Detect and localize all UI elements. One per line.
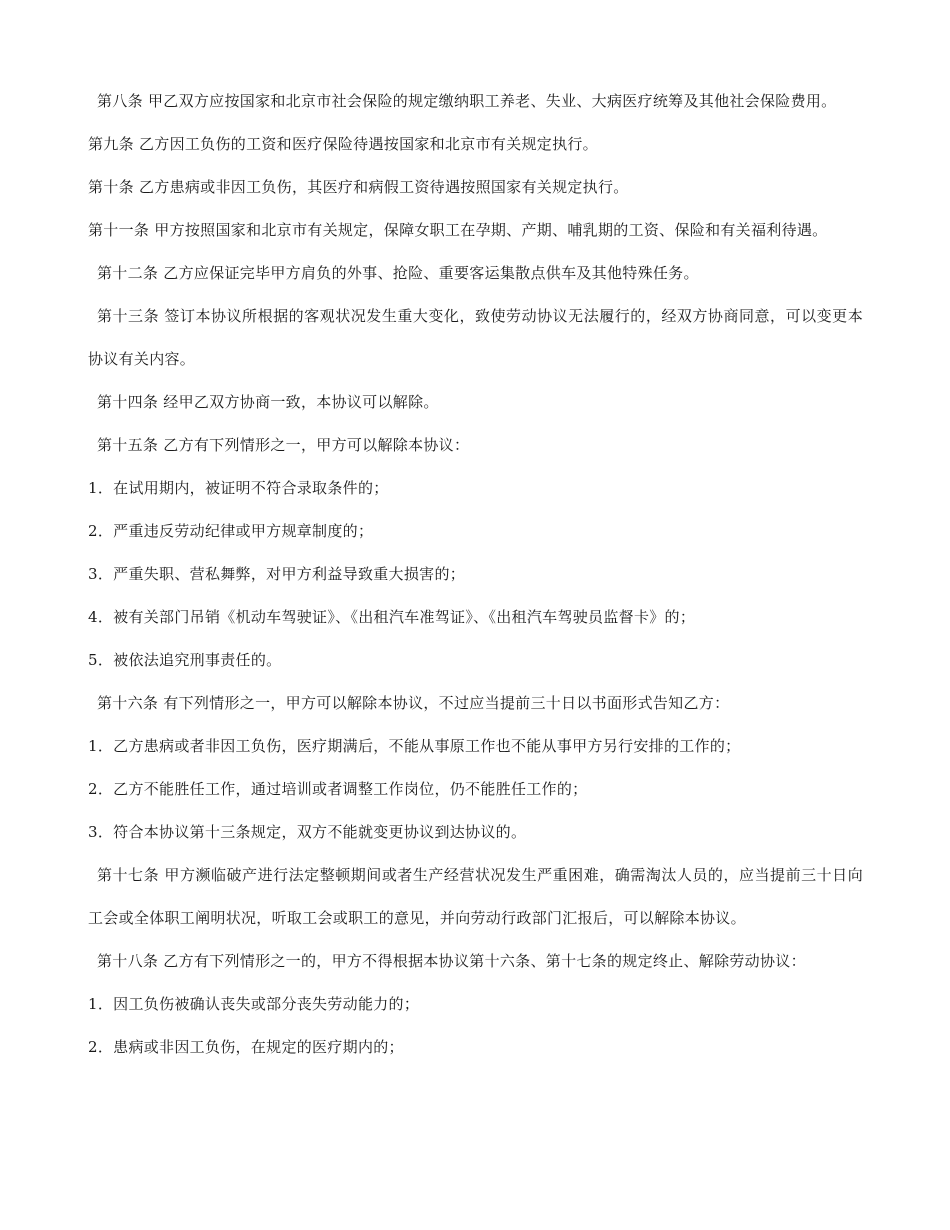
article-13: 第十三条 签订本协议所根据的客观状况发生重大变化，致使劳动协议无法履行的，经双方协商同意，可以变更本协议有关内容。 bbox=[88, 307, 863, 368]
article-16-item-1: 1．乙方患病或者非因工负伤，医疗期满后，不能从事原工作也不能从事甲方另行安排的工作的； bbox=[88, 737, 741, 755]
article-16-item-2: 2．乙方不能胜任工作，通过培训或者调整工作岗位，仍不能胜任工作的； bbox=[88, 780, 588, 798]
article-15-item-5: 5．被依法追究刑事责任的。 bbox=[88, 651, 282, 669]
article-9: 第九条 乙方因工负伤的工资和医疗保险待遇按国家和北京市有关规定执行。 bbox=[88, 135, 598, 153]
article-14: 第十四条 经甲乙双方协商一致，本协议可以解除。 bbox=[97, 393, 439, 411]
document-body bbox=[88, 80, 863, 1069]
article-18: 第十八条 乙方有下列情形之一的，甲方不得根据本协议第十六条、第十七条的规定终止、解除劳动协议： bbox=[97, 952, 806, 970]
article-15-item-2: 2．严重违反劳动纪律或甲方规章制度的； bbox=[88, 522, 374, 540]
article-11: 第十一条 甲方按照国家和北京市有关规定，保障女职工在孕期、产期、哺乳期的工资、保险和有关福利待遇。 bbox=[88, 221, 828, 239]
article-15-item-4: 4．被有关部门吊销《机动车驾驶证》、《出租汽车准驾证》、《出租汽车驾驶员监督卡》的； bbox=[88, 608, 696, 626]
article-18-item-1: 1．因工负伤被确认丧失或部分丧失劳动能力的； bbox=[88, 995, 420, 1013]
article-16-item-3: 3．符合本协议第十三条规定，双方不能就变更协议到达协议的。 bbox=[88, 823, 527, 841]
article-18-item-2: 2．患病或非因工负伤，在规定的医疗期内的； bbox=[88, 1038, 404, 1056]
article-15: 第十五条 乙方有下列情形之一，甲方可以解除本协议： bbox=[97, 436, 470, 454]
article-17: 第十七条 甲方濒临破产进行法定整顿期间或者生产经营状况发生严重困难，确需淘汰人员的，应当提前三十日向工会或全体职工阐明状况，听取工会或职工的意见，并向劳动行政部门汇报后，可以解除本协议。 bbox=[88, 866, 863, 927]
article-12: 第十二条 乙方应保证完毕甲方肩负的外事、抢险、重要客运集散点供车及其他特殊任务。 bbox=[97, 264, 699, 282]
article-15-item-1: 1．在试用期内，被证明不符合录取条件的； bbox=[88, 479, 389, 497]
article-10: 第十条 乙方患病或非因工负伤，其医疗和病假工资待遇按照国家有关规定执行。 bbox=[88, 178, 629, 196]
article-8: 第八条 甲乙双方应按国家和北京市社会保险的规定缴纳职工养老、失业、大病医疗统筹及其他社会保险费用。 bbox=[97, 92, 837, 110]
article-15-item-3: 3．严重失职、营私舞弊，对甲方利益导致重大损害的； bbox=[88, 565, 466, 583]
article-16: 第十六条 有下列情形之一，甲方可以解除本协议，不过应当提前三十日以书面形式告知乙方： bbox=[97, 694, 730, 712]
